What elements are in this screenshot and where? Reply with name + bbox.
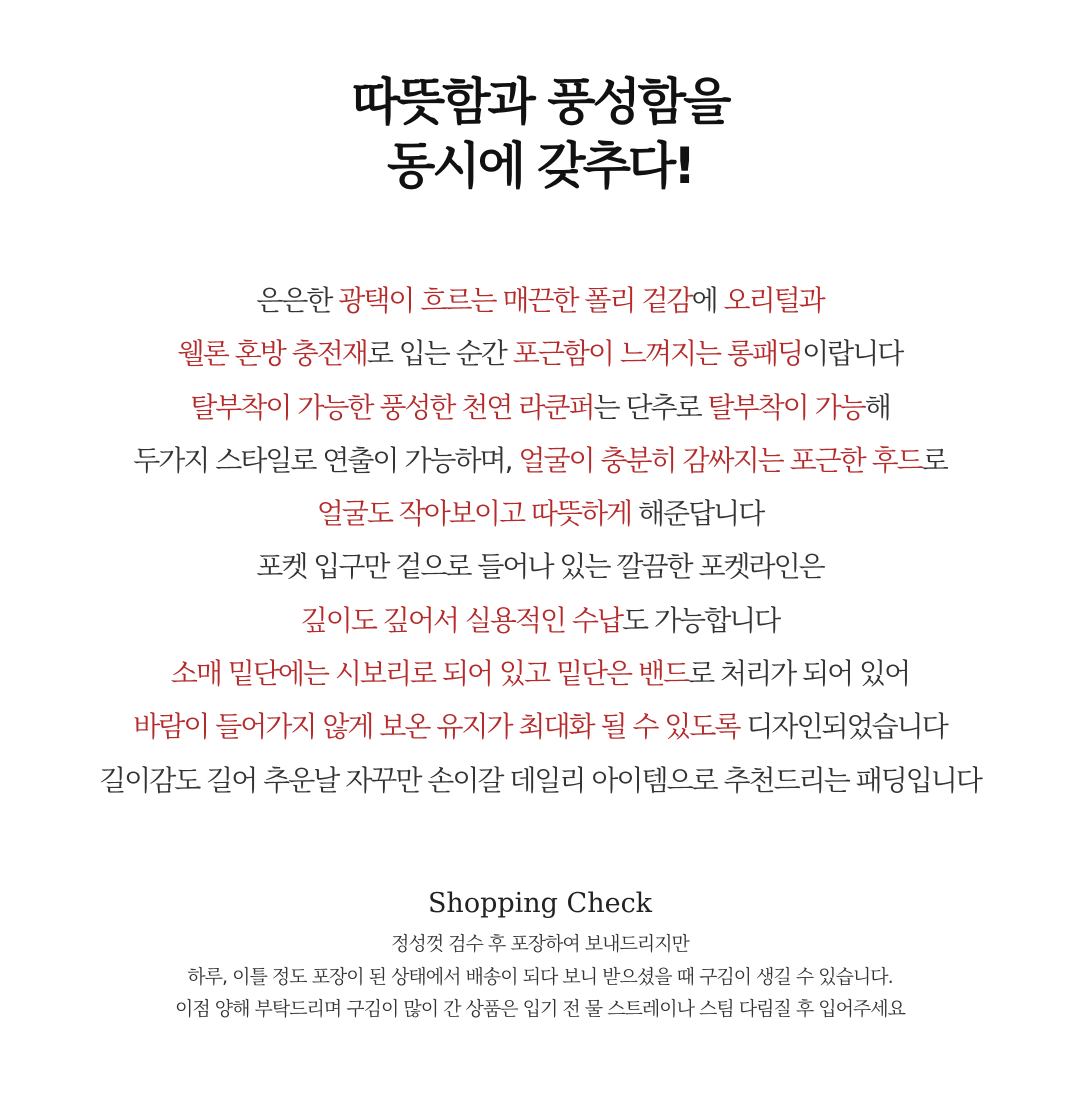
headline bbox=[0, 70, 1080, 198]
body-text: 로 bbox=[921, 443, 947, 477]
body-text: 에 bbox=[691, 284, 724, 317]
body-text: 해준답니다 bbox=[631, 497, 764, 531]
body-text: 는 단추로 bbox=[593, 390, 708, 424]
highlight-text: 광택이 흐르는 매끈한 폴리 겉감 bbox=[338, 284, 692, 317]
highlight-text: 바람이 들어가지 않게 보온 유지가 최대화 될 수 있도록 bbox=[133, 710, 740, 744]
headline-line-1: 따뜻함과 풍성함을 bbox=[351, 73, 729, 131]
body-text: 길이감도 길어 추운날 자꾸만 손이갈 데일리 아이템으로 추천드리는 패딩입니다 bbox=[99, 763, 981, 797]
highlight-text: 소매 밑단에는 시보리로 되어 있고 밑단은 밴드 bbox=[170, 657, 689, 691]
body-text: 도 가능합니다 bbox=[622, 603, 780, 637]
body-text: 두가지 스타일로 연출이 가능하며, bbox=[133, 443, 519, 477]
body-text: 로 입는 순간 bbox=[366, 337, 513, 371]
description-line bbox=[0, 754, 1080, 807]
shopping-check-notice bbox=[0, 928, 1080, 1026]
description-line bbox=[0, 647, 1080, 700]
notice-line: 정성껏 검수 후 포장하여 보내드리지만 bbox=[391, 933, 689, 955]
description-line bbox=[0, 274, 1080, 327]
description-line bbox=[0, 327, 1080, 380]
body-text: 디자인되었습니다 bbox=[739, 710, 947, 744]
body-text: 로 처리가 되어 있어 bbox=[688, 657, 910, 691]
highlight-text: 탈부착이 가능한 풍성한 천연 라쿤퍼 bbox=[190, 390, 594, 424]
highlight-text: 얼굴이 충분히 감싸지는 포근한 후드 bbox=[518, 443, 922, 477]
highlight-text: 깊이도 깊어서 실용적인 수납 bbox=[300, 603, 623, 637]
description-line bbox=[0, 540, 1080, 593]
description-line bbox=[0, 594, 1080, 647]
highlight-text: 웰론 혼방 충전재 bbox=[177, 337, 367, 371]
body-text: 은은한 bbox=[256, 284, 339, 317]
description-line bbox=[0, 381, 1080, 434]
body-text: 이랍니다 bbox=[802, 337, 903, 371]
highlight-text: 오리털과 bbox=[723, 284, 824, 317]
description-line bbox=[0, 434, 1080, 487]
description-line bbox=[0, 700, 1080, 753]
product-description bbox=[0, 274, 1080, 807]
shopping-check-title: Shopping Check bbox=[427, 888, 653, 919]
highlight-text: 포근함이 느껴지는 롱패딩 bbox=[512, 337, 803, 371]
highlight-text: 얼굴도 작아보이고 따뜻하게 bbox=[316, 497, 632, 531]
headline-line-2: 동시에 갖추다! bbox=[386, 137, 693, 195]
body-text: 해 bbox=[864, 390, 890, 424]
notice-line: 이점 양해 부탁드리며 구김이 많이 간 상품은 입기 전 물 스트레이나 스팀 다림질 후 입어주세요 bbox=[174, 998, 905, 1020]
body-text: 포켓 입구만 겉으로 들어나 있는 깔끔한 포켓라인은 bbox=[256, 550, 824, 584]
highlight-text: 탈부착이 가능 bbox=[707, 390, 865, 424]
notice-line: 하루, 이틀 정도 포장이 된 상태에서 배송이 되다 보니 받으셨을 때 구김이 생길 수 있습니다. bbox=[187, 965, 893, 988]
description-line bbox=[0, 487, 1080, 540]
